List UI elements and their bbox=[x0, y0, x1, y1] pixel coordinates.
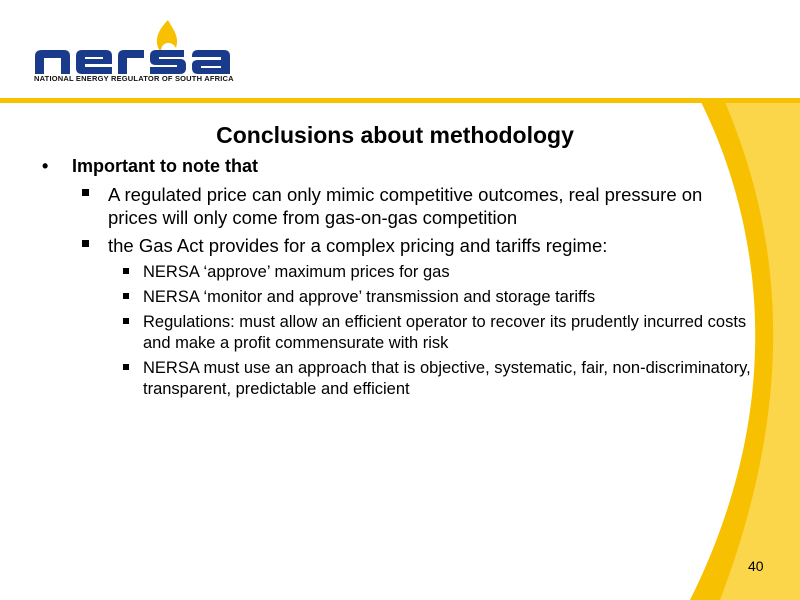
logo-letter-r bbox=[118, 50, 144, 74]
bullet-level-2 bbox=[108, 234, 748, 257]
bullet-text: Important to note that bbox=[72, 156, 258, 176]
header-divider bbox=[0, 98, 800, 103]
bullet-text: the Gas Act provides for a complex pricing and tariffs regime: bbox=[108, 235, 608, 256]
bullet-text: NERSA must use an approach that is objective, systematic, fair, non-discriminatory, transparent, predictable and efficient bbox=[143, 359, 751, 398]
header bbox=[0, 0, 800, 100]
bullet-level-1 bbox=[40, 155, 740, 177]
slide-title: Conclusions about methodology bbox=[216, 122, 574, 148]
square-bullet-icon bbox=[82, 240, 89, 247]
flame-icon bbox=[157, 20, 177, 54]
logo-letter-n bbox=[35, 50, 70, 74]
bullet-level-3 bbox=[143, 358, 763, 400]
square-bullet-icon bbox=[123, 318, 129, 324]
square-bullet-icon bbox=[123, 293, 129, 299]
square-bullet-icon bbox=[82, 189, 89, 196]
square-bullet-icon bbox=[123, 268, 129, 274]
logo-letter-a bbox=[192, 50, 230, 74]
bullet-text: NERSA ‘monitor and approve’ transmission and storage tariffs bbox=[143, 288, 596, 306]
bullet-level-3 bbox=[143, 262, 763, 283]
logo-tagline: NATIONAL ENERGY REGULATOR OF SOUTH AFRICA bbox=[34, 74, 234, 83]
logo-letter-s bbox=[150, 50, 186, 74]
bullet-text: A regulated price can only mimic competitive outcomes, real pressure on prices will only come from gas-on-gas competition bbox=[108, 184, 703, 228]
bullet-level-3 bbox=[143, 312, 763, 354]
slide-body bbox=[40, 155, 751, 404]
bullet-level-2 bbox=[108, 183, 748, 229]
bullet-text: NERSA ‘approve’ maximum prices for gas bbox=[143, 263, 450, 281]
logo-letter-e bbox=[76, 50, 112, 74]
bullet-dot-icon: • bbox=[42, 156, 49, 176]
bullet-level-3 bbox=[143, 287, 763, 308]
page-number: 40 bbox=[748, 558, 764, 574]
square-bullet-icon bbox=[123, 364, 129, 370]
bullet-text: Regulations: must allow an efficient operator to recover its prudently incurred costs and make a profit commensurate with risk bbox=[143, 313, 747, 352]
